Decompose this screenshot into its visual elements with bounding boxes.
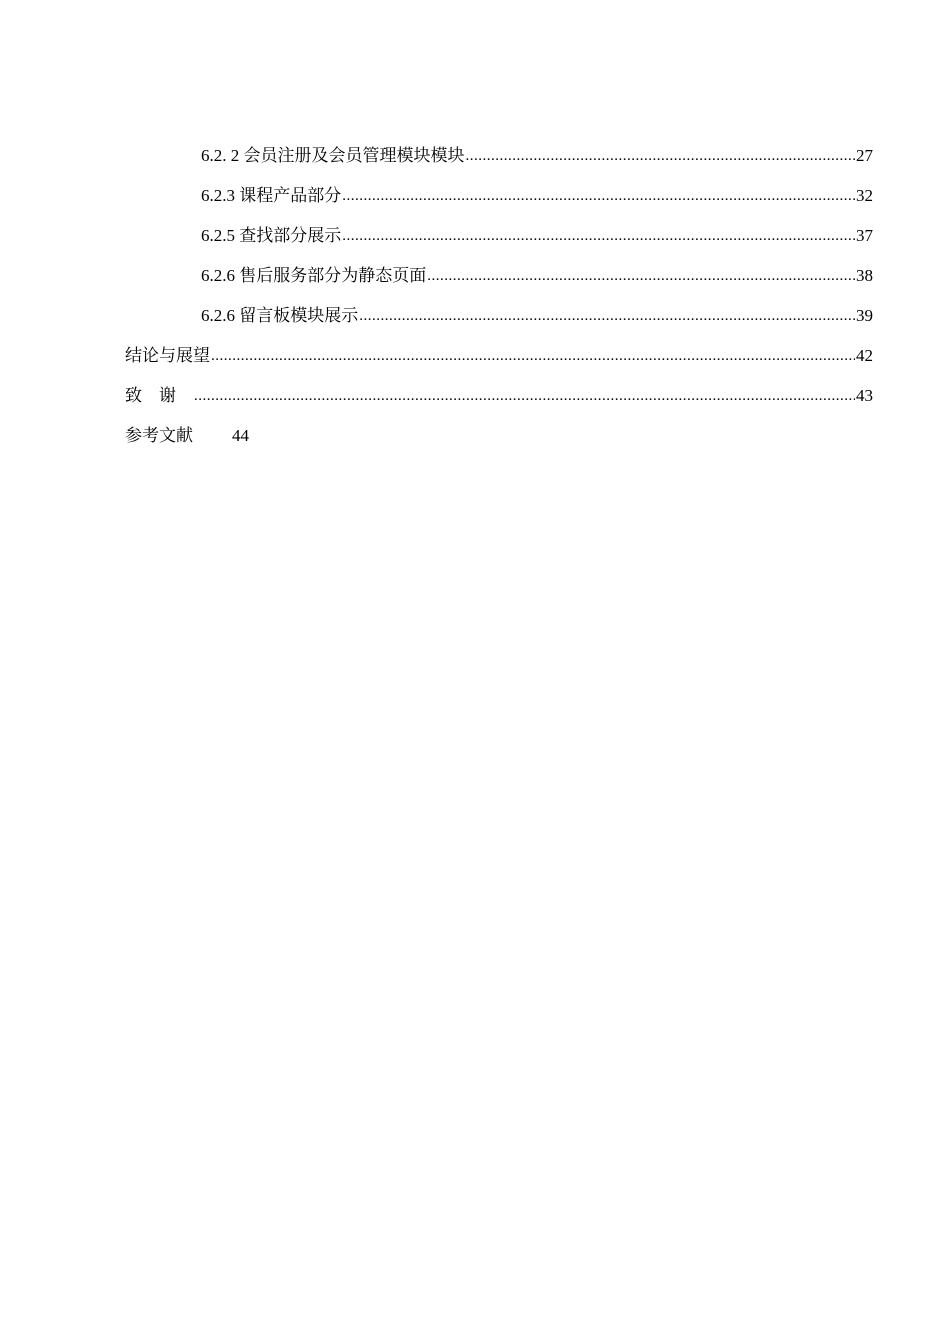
toc-page-number: 44 xyxy=(232,426,249,445)
toc-entry[interactable] xyxy=(125,182,873,222)
toc-page-number: 37 xyxy=(856,226,873,245)
toc-entry[interactable] xyxy=(125,262,873,302)
toc-page-number: 38 xyxy=(856,266,873,285)
toc-dot-leader xyxy=(427,262,855,290)
toc-entry[interactable] xyxy=(125,342,873,382)
toc-entry-title: 6.2.5 查找部分展示 xyxy=(201,226,342,245)
toc-dot-leader xyxy=(342,222,855,250)
toc-page-number: 27 xyxy=(856,146,873,165)
toc-entry-title: 结论与展望 xyxy=(125,346,210,365)
toc-entry-title: 参考文献 xyxy=(125,426,193,445)
table-of-contents xyxy=(125,142,873,462)
toc-page-number: 39 xyxy=(856,306,873,325)
toc-entry[interactable] xyxy=(125,382,873,422)
toc-dot-leader xyxy=(194,382,855,410)
toc-entry[interactable] xyxy=(125,142,873,182)
toc-entry-title: 6.2. 2 会员注册及会员管理模块模块 xyxy=(201,146,465,165)
toc-dot-leader xyxy=(342,182,855,210)
toc-page-number: 42 xyxy=(856,346,873,365)
toc-dot-leader xyxy=(359,302,855,330)
toc-dot-leader xyxy=(466,142,856,170)
toc-entry[interactable] xyxy=(125,302,873,342)
toc-entry[interactable] xyxy=(125,222,873,262)
toc-page-number: 32 xyxy=(856,186,873,205)
toc-entry-title: 6.2.6 售后服务部分为静态页面 xyxy=(201,266,427,285)
toc-entry-title: 6.2.3 课程产品部分 xyxy=(201,186,342,205)
toc-dot-leader xyxy=(211,342,855,370)
toc-entry-title: 致谢 xyxy=(125,386,193,405)
toc-page-number: 43 xyxy=(856,386,873,405)
toc-entry[interactable] xyxy=(125,422,873,462)
toc-entry-title: 6.2.6 留言板模块展示 xyxy=(201,306,359,325)
